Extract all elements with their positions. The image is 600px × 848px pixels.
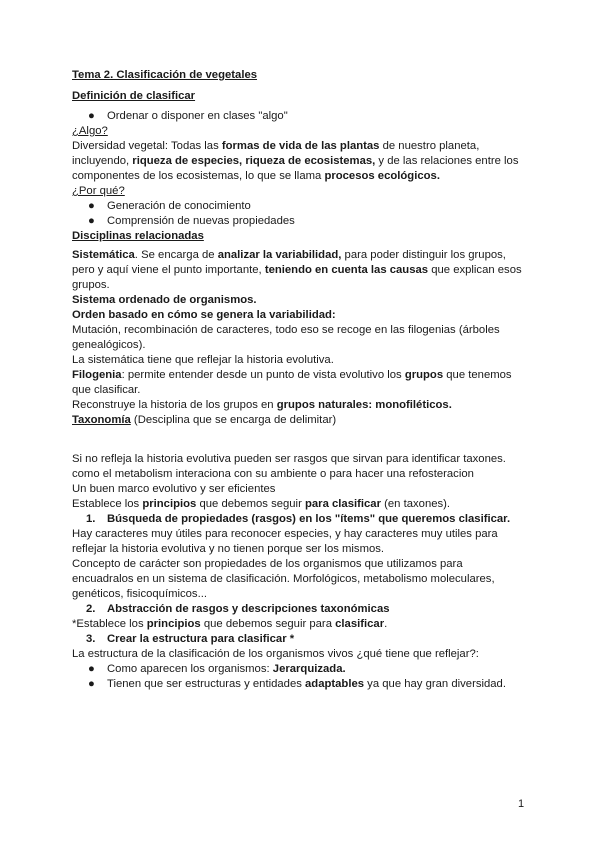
- paragraph-taxonomia: Taxonomía (Desciplina que se encarga de delimitar): [72, 414, 337, 426]
- numbered-item-1: 1. Búsqueda de propiedades (rasgos) en los "ítems" que queremos clasificar.: [86, 513, 511, 525]
- numbered-item-2: 2. Abstracción de rasgos y descripciones taxonómicas: [86, 603, 390, 615]
- page-number: 1: [518, 798, 525, 810]
- paragraph-diversidad: Diversidad vegetal: Todas las formas de vida de las plantas de nuestro planeta, incluyendo, riqueza de especies, riqueza de ecosistemas, y de las relaciones entre los componentes de los ecosistemas, lo que se llama procesos ecológicos.: [72, 140, 519, 182]
- orden-basado: Orden basado en cómo se genera la variabilidad:: [72, 309, 336, 321]
- paragraph-hay-caracteres: Hay caracteres muy útiles para reconocer especies, y hay caracteres muy utiles para reflejar la historia evolutiva y no tienen porque ser los mismos.: [72, 528, 498, 555]
- paragraph-si-no-refleja: Si no refleja la historia evolutiva pueden ser rasgos que sirvan para identificar taxones.: [72, 453, 506, 465]
- heading-algo: ¿Algo?: [72, 125, 108, 137]
- bullet-icon: ●: [88, 200, 95, 212]
- bullet-item: ● Comprensión de nuevas propiedades: [88, 215, 295, 227]
- paragraph-sistematica: Sistemática. Se encarga de analizar la variabilidad, para poder distinguir los grupos, pero y aquí viene el punto importante, teniendo en cuenta las causas que explican esos grupos.: [72, 249, 522, 291]
- paragraph-filogenia: Filogenia: permite entender desde un punto de vista evolutivo los grupos que tenemos que clasificar.: [72, 369, 512, 396]
- document-title: Tema 2. Clasificación de vegetales: [72, 69, 258, 81]
- bullet-item: ● Tienen que ser estructuras y entidades adaptables ya que hay gran diversidad.: [88, 678, 506, 690]
- bullet-icon: ●: [88, 663, 95, 675]
- bullet-item: ● Como aparecen los organismos: Jerarquizada.: [88, 663, 346, 675]
- paragraph-refleja: La sistemática tiene que reflejar la historia evolutiva.: [72, 354, 334, 366]
- paragraph-marco: Un buen marco evolutivo y ser eficientes: [72, 483, 276, 495]
- paragraph-establece: Establece los principios que debemos seguir para clasificar (en taxones).: [72, 498, 451, 510]
- heading-definicion: Definición de clasificar: [72, 90, 196, 102]
- bullet-icon: ●: [88, 678, 95, 690]
- bullet-item: ● Ordenar o disponer en clases "algo": [88, 110, 288, 122]
- paragraph-establece-2: *Establece los principios que debemos seguir para clasificar.: [72, 618, 388, 630]
- paragraph-estructura: La estructura de la clasificación de los organismos vivos ¿qué tiene que reflejar?:: [72, 648, 479, 660]
- paragraph-concepto: Concepto de carácter son propiedades de los organismos que utilizamos para encuadralos en un sistema de clasificación. Morfológicos, metabolismo moleculares, genéticos, fisicoquímicos...: [72, 558, 495, 600]
- heading-disciplinas: Disciplinas relacionadas: [72, 230, 204, 242]
- sistema-ordenado: Sistema ordenado de organismos.: [72, 294, 257, 306]
- paragraph-mutacion: Mutación, recombinación de caracteres, todo eso se recoge en las filogenias (árboles genealógicos).: [72, 324, 500, 351]
- bullet-item: ● Generación de conocimiento: [88, 200, 251, 212]
- heading-porque: ¿Por qué?: [72, 185, 125, 197]
- paragraph-reconstruye: Reconstruye la historia de los grupos en grupos naturales: monofiléticos.: [72, 399, 452, 411]
- numbered-item-3: 3. Crear la estructura para clasificar *: [86, 633, 295, 645]
- bullet-icon: ●: [88, 110, 95, 122]
- paragraph-metabolism: como el metabolism interaciona con su ambiente o para hacer una refosteracion: [72, 468, 474, 480]
- bullet-icon: ●: [88, 215, 95, 227]
- document-page: [72, 68, 532, 692]
